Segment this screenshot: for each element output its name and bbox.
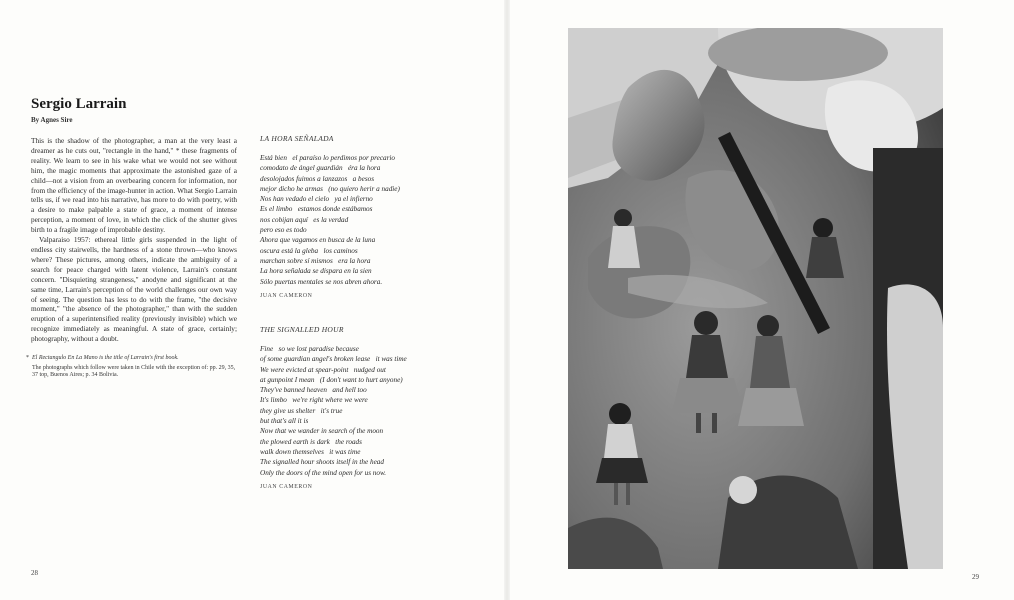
page-number-right: 29 xyxy=(972,573,979,581)
poem-line: of some guardian angel's broken lease it was time xyxy=(260,355,407,364)
poem-spanish xyxy=(260,134,475,299)
poem-author: JUAN CAMERON xyxy=(260,483,313,490)
poem-line: Fine so we lost paradise because xyxy=(260,345,359,353)
poem-line: La hora señalada se dispara en la sien xyxy=(260,267,372,276)
poem-line: Now that we wander in search of the moon xyxy=(260,427,384,436)
footnote-mark: * xyxy=(26,355,29,361)
poem-line: they give us shelter it's true xyxy=(260,406,343,415)
essay-paragraph: This is the shadow of the photographer, a man at the very least a dreamer as he cuts out, "rectangle in the hand," * these fragments of reality. We learn to see in his wake what we would not see without him, the magic moments that approximate the astonished gaze of a child—not a vision from an overbearing concern for information, nor from the efficiency of the image-hunter in action. What Sergio Larrain tells us, if we read into his narrative, has more to do with poetry, with a desire to make palpable a state of grace, a moment of intense perception, a moment of love, in which the click of the shutter gives birth to a fragile image of improbable destiny. xyxy=(31,136,237,235)
poem-line: It's limbo we're right where we were xyxy=(260,396,368,405)
poem-english xyxy=(260,325,475,490)
poem-line: nos cobijan aquí es la verdad xyxy=(260,215,349,224)
poem-author: JUAN CAMERON xyxy=(260,292,313,299)
poem-lines xyxy=(260,344,475,478)
poem-lines xyxy=(260,153,475,287)
essay-paragraph: Valparaiso 1957: ethereal little girls suspended in the light of endless city stairwells, the hardness of a stone thrown—who knows where? These pictures, among others, indicate the ambiguity of a search for peace charged with latent violence, Larrain's constant concern. "Disquieting strangeness," anodyne and significant at the same time, Larrain's perception of the world challenges our own way of seeing. The question has less to do with the frame, "the decisive moment," "the absence of the photographer," than with the sudden eruption of a superintensified reality (previously invisible) which we recognize immediately as meaningful. A state of grace, certainly; photography, without a doubt. xyxy=(31,235,237,344)
poem-line: pero eso es todo xyxy=(260,226,307,235)
book-gutter xyxy=(504,0,510,600)
poem-line: Es el limbo estamos donde estábamos xyxy=(260,205,373,214)
poem-line: Está bien el paraíso lo perdimos por precario xyxy=(260,154,396,162)
page-number-left: 28 xyxy=(31,569,38,577)
poem-line: Ahora que vagamos en busca de la luna xyxy=(260,236,376,245)
article-byline: By Agnes Sire xyxy=(31,116,73,124)
poem-line: We were evicted at spear-point nudged out xyxy=(260,365,386,374)
footnote xyxy=(26,355,240,363)
article-title: Sergio Larrain xyxy=(31,96,127,112)
poem-line: The signalled hour shoots itself in the head xyxy=(260,458,384,467)
photograph-image xyxy=(568,28,943,569)
poem-line: Only the doors of the mind open for us now. xyxy=(260,468,387,477)
poem-title: THE SIGNALLED HOUR xyxy=(260,325,344,334)
poem-line: at gunpoint I mean (I don't want to hurt anyone) xyxy=(260,375,403,384)
poem-title: LA HORA SEÑALADA xyxy=(260,134,334,143)
poem-line: desolojados fuimos a lanzazos a besos xyxy=(260,174,375,183)
footnote-text: El Rectangulo En La Mano is the title of Larrain's first book. xyxy=(32,355,179,361)
photo-credit-note: The photographs which follow were taken in Chile with the exception of: pp. 29, 35, 37 top, Buenos Aires; p. 34 Bolivia. xyxy=(32,364,236,379)
photograph xyxy=(568,28,943,569)
poem-line: mejor dicho he armas (no quiero herir a nadie) xyxy=(260,184,400,193)
poem-line: oscura está la gleba los caminos xyxy=(260,246,358,255)
poem-line: walk down themselves it was time xyxy=(260,447,361,456)
essay-body xyxy=(31,136,237,344)
footnotes xyxy=(26,355,240,382)
poem-line: Nos han vedado el cielo ya el infierno xyxy=(260,195,373,204)
poem-line: the plowed earth is dark the roads xyxy=(260,437,362,446)
poem-line: but that's all it is xyxy=(260,417,309,426)
poem-line: comodato de ángel guardián éra la hora xyxy=(260,164,381,173)
poem-line: marchan sobre sí mismos era la hora xyxy=(260,256,371,265)
poem-line: They've banned heaven and hell too xyxy=(260,386,367,395)
poem-line: Sólo puertas mentales se nos abren ahora. xyxy=(260,277,383,286)
